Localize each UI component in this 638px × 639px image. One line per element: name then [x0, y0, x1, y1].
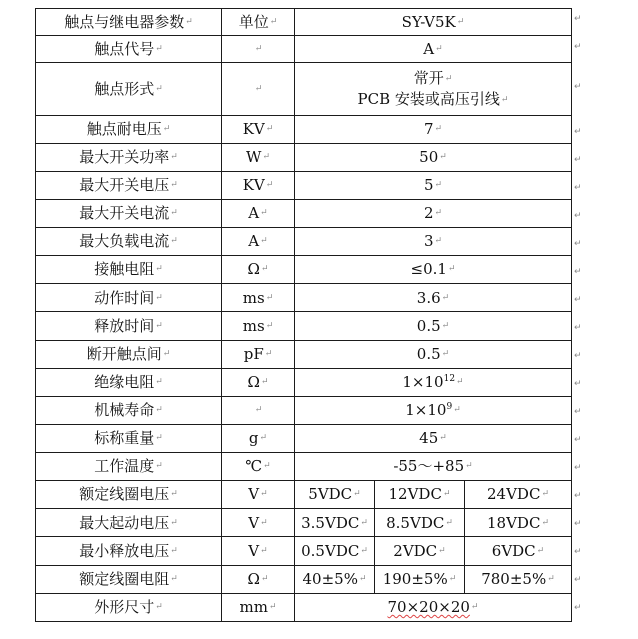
row-end-mark: ↵: [574, 211, 582, 221]
relay-spec-table-container: [35, 8, 571, 622]
value-cell[interactable]: A↵: [295, 36, 572, 63]
table-row: [36, 565, 572, 593]
value-cell[interactable]: 7↵: [295, 115, 572, 143]
value-cell[interactable]: [295, 63, 572, 115]
unit-cell[interactable]: g↵: [222, 424, 295, 452]
value-cell[interactable]: 70×20×20↵: [295, 593, 572, 621]
param-cell[interactable]: 额定线圈电阻↵: [36, 565, 222, 593]
table-row: [36, 284, 572, 312]
unit-cell[interactable]: V↵: [222, 537, 295, 565]
param-cell[interactable]: 额定线圈电压↵: [36, 481, 222, 509]
param-cell[interactable]: 动作时间↵: [36, 284, 222, 312]
table-row: [36, 509, 572, 537]
unit-cell[interactable]: V↵: [222, 481, 295, 509]
row-end-mark: ↵: [574, 267, 582, 277]
table-row: [36, 396, 572, 424]
unit-cell[interactable]: pF↵: [222, 340, 295, 368]
value-cell[interactable]: 190±5%↵: [375, 565, 465, 593]
param-cell[interactable]: 触点代号↵: [36, 36, 222, 63]
value-cell[interactable]: $1\times 10^{12}↵$: [295, 368, 572, 396]
param-cell[interactable]: 最大负载电流↵: [36, 228, 222, 256]
value-cell[interactable]: 3↵: [295, 228, 572, 256]
unit-cell[interactable]: ms↵: [222, 284, 295, 312]
param-cell[interactable]: 最大起动电压↵: [36, 509, 222, 537]
value-cell[interactable]: 40±5%↵: [295, 565, 375, 593]
param-cell[interactable]: 最大开关功率↵: [36, 143, 222, 171]
unit-cell[interactable]: Ω↵: [222, 256, 295, 284]
row-end-mark: ↵: [574, 519, 582, 529]
table-row: [36, 368, 572, 396]
row-end-mark: ↵: [574, 14, 582, 24]
row-end-mark: ↵: [574, 295, 582, 305]
row-end-mark: ↵: [574, 491, 582, 501]
table-row: [36, 115, 572, 143]
unit-cell[interactable]: Ω↵: [222, 368, 295, 396]
relay-spec-table: [35, 8, 572, 622]
row-end-mark: ↵: [574, 463, 582, 473]
param-cell[interactable]: 工作温度↵: [36, 453, 222, 481]
value-cell[interactable]: 3.6↵: [295, 284, 572, 312]
unit-cell[interactable]: A↵: [222, 199, 295, 227]
value-cell[interactable]: 5VDC↵: [295, 481, 375, 509]
unit-cell[interactable]: KV↵: [222, 171, 295, 199]
param-cell[interactable]: 标称重量↵: [36, 424, 222, 452]
spellcheck-underlined-text: 70×20×20: [387, 598, 470, 617]
value-cell[interactable]: 6VDC↵: [465, 537, 572, 565]
row-end-mark: ↵: [574, 407, 582, 417]
value-cell[interactable]: -55～+85↵: [295, 453, 572, 481]
row-end-mark: ↵: [574, 183, 582, 193]
table-row: [36, 340, 572, 368]
unit-cell[interactable]: ℃↵: [222, 453, 295, 481]
table-row: [36, 453, 572, 481]
row-end-mark: ↵: [574, 603, 582, 613]
table-row: [36, 199, 572, 227]
table-row: [36, 171, 572, 199]
value-cell[interactable]: 12VDC↵: [375, 481, 465, 509]
value-cell[interactable]: 50↵: [295, 143, 572, 171]
value-cell[interactable]: 780±5%↵: [465, 565, 572, 593]
value-cell[interactable]: 18VDC↵: [465, 509, 572, 537]
value-cell[interactable]: 24VDC↵: [465, 481, 572, 509]
table-header-row: [36, 9, 572, 36]
param-cell[interactable]: 外形尺寸↵: [36, 593, 222, 621]
row-end-mark: ↵: [574, 42, 582, 52]
table-row: [36, 143, 572, 171]
row-end-mark: ↵: [574, 575, 582, 585]
param-cell[interactable]: 机械寿命↵: [36, 396, 222, 424]
unit-cell[interactable]: Ω↵: [222, 565, 295, 593]
header-param-cell[interactable]: 触点与继电器参数↵: [36, 9, 222, 36]
value-cell[interactable]: 8.5VDC↵: [375, 509, 465, 537]
unit-cell[interactable]: KV↵: [222, 115, 295, 143]
param-cell[interactable]: 最小释放电压↵: [36, 537, 222, 565]
param-cell[interactable]: 断开触点间↵: [36, 340, 222, 368]
unit-cell[interactable]: mm↵: [222, 593, 295, 621]
document-top-margin: [0, 0, 638, 8]
value-cell[interactable]: 2VDC↵: [375, 537, 465, 565]
exponent: 12: [443, 373, 456, 384]
row-end-mark: ↵: [574, 379, 582, 389]
param-cell[interactable]: 触点形式↵: [36, 63, 222, 115]
table-row: [36, 36, 572, 63]
row-end-mark: ↵: [574, 155, 582, 165]
row-end-mark: ↵: [574, 351, 582, 361]
table-row: [36, 312, 572, 340]
value-cell[interactable]: 45↵: [295, 424, 572, 452]
header-model-cell[interactable]: SY-V5K↵: [295, 9, 572, 36]
unit-cell[interactable]: ↵: [222, 396, 295, 424]
row-end-mark: ↵: [574, 323, 582, 333]
value-cell[interactable]: 2↵: [295, 199, 572, 227]
unit-cell[interactable]: ms↵: [222, 312, 295, 340]
unit-cell[interactable]: A↵: [222, 228, 295, 256]
exponent: 9: [446, 402, 453, 413]
unit-cell[interactable]: ↵: [222, 63, 295, 115]
row-end-mark: ↵: [574, 82, 582, 92]
table-row: [36, 256, 572, 284]
table-row: [36, 228, 572, 256]
unit-cell[interactable]: W↵: [222, 143, 295, 171]
row-end-mark: ↵: [574, 547, 582, 557]
unit-cell[interactable]: ↵: [222, 36, 295, 63]
row-end-mark: ↵: [574, 239, 582, 249]
param-cell[interactable]: 触点耐电压↵: [36, 115, 222, 143]
table-row: [36, 424, 572, 452]
param-cell[interactable]: 最大开关电流↵: [36, 199, 222, 227]
table-row: [36, 537, 572, 565]
row-end-mark: ↵: [574, 127, 582, 137]
value-line: 常开↵: [413, 68, 453, 87]
value-cell[interactable]: 3.5VDC↵: [295, 509, 375, 537]
header-unit-cell[interactable]: 单位↵: [222, 9, 295, 36]
value-cell[interactable]: 0.5VDC↵: [295, 537, 375, 565]
value-cell[interactable]: ≤0.1↵: [295, 256, 572, 284]
value-cell[interactable]: $1\times 10^9↵$: [295, 396, 572, 424]
table-row: [36, 593, 572, 621]
value-cell[interactable]: 0.5↵: [295, 340, 572, 368]
table-row: [36, 481, 572, 509]
param-cell[interactable]: 释放时间↵: [36, 312, 222, 340]
table-row: [36, 63, 572, 115]
value-cell[interactable]: 0.5↵: [295, 312, 572, 340]
row-end-mark: ↵: [574, 435, 582, 445]
param-cell[interactable]: 接触电阻↵: [36, 256, 222, 284]
unit-cell[interactable]: V↵: [222, 509, 295, 537]
value-line: PCB 安装或高压引线↵: [357, 89, 509, 108]
param-cell[interactable]: 绝缘电阻↵: [36, 368, 222, 396]
value-cell[interactable]: 5↵: [295, 171, 572, 199]
param-cell[interactable]: 最大开关电压↵: [36, 171, 222, 199]
